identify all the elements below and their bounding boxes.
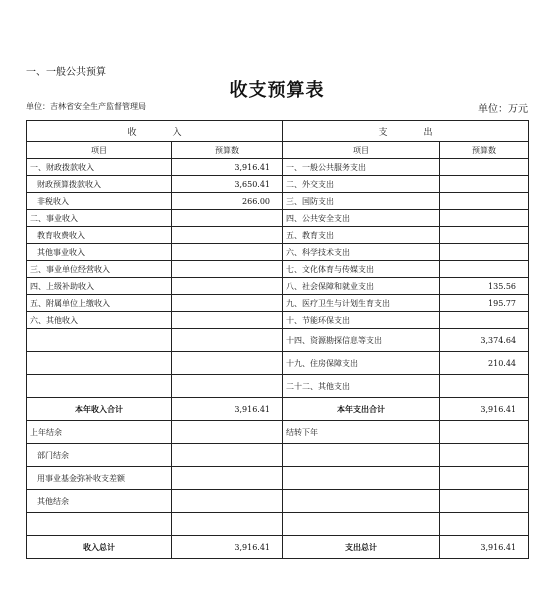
income-item: 财政预算拨款收入: [27, 176, 172, 193]
expense-item: 十九、住房保障支出: [283, 352, 440, 375]
table-row: [27, 329, 529, 352]
table-row: [27, 159, 529, 176]
expense-amount: [440, 193, 529, 210]
income-amount: [172, 312, 283, 329]
other-balance-label: 其他结余: [27, 490, 172, 513]
table-row: [27, 295, 529, 312]
carry-in-label: 上年结余: [27, 421, 172, 444]
income-amount-col: 预算数: [172, 142, 283, 159]
income-item: 六、其他收入: [27, 312, 172, 329]
income-grand-total: 3,916.41: [172, 536, 283, 559]
expense-amount: [440, 176, 529, 193]
table-row: [27, 261, 529, 278]
expense-amount: [440, 244, 529, 261]
year-expense-total-label: 本年支出合计: [283, 398, 440, 421]
currency-unit: 单位：万元: [478, 104, 528, 115]
expense-item: 九、医疗卫生与计划生育支出: [283, 295, 440, 312]
table-row: [27, 375, 529, 398]
income-amount: 3,650.41: [172, 176, 283, 193]
year-total-row: [27, 398, 529, 421]
year-income-total: 3,916.41: [172, 398, 283, 421]
expense-item-col: 项目: [283, 142, 440, 159]
section-heading: 一、一般公共预算: [26, 67, 106, 78]
table-header-row: [27, 121, 529, 142]
expense-grand-label: 支出总计: [283, 536, 440, 559]
expense-item: 二十二、其他支出: [283, 375, 440, 398]
carry-row: [27, 421, 529, 444]
income-item: 其他事业收入: [27, 244, 172, 261]
fund-offset-label: 用事业基金弥补收支差额: [27, 467, 172, 490]
expense-amount: 210.44: [440, 352, 529, 375]
table-row: [27, 244, 529, 261]
expense-amount: [440, 312, 529, 329]
carry-in-amount: [172, 421, 283, 444]
unit-name: 单位：吉林省安全生产监督管理局: [26, 102, 146, 111]
income-item-col: 项目: [27, 142, 172, 159]
expense-amount: [440, 210, 529, 227]
expense-amount: 135.56: [440, 278, 529, 295]
income-item: [27, 329, 172, 352]
income-item: 二、事业收入: [27, 210, 172, 227]
expense-item: 三、国防支出: [283, 193, 440, 210]
income-amount: [172, 278, 283, 295]
income-header: 收 入: [27, 121, 283, 142]
carry-out-label: 结转下年: [283, 421, 440, 444]
table-row: [27, 193, 529, 210]
table-row: [27, 278, 529, 295]
table-row: [27, 176, 529, 193]
income-amount: [172, 210, 283, 227]
budget-table: [26, 120, 529, 559]
table-row: [27, 227, 529, 244]
income-item: [27, 375, 172, 398]
page-title: 收支预算表: [229, 80, 325, 101]
expense-amount: [440, 261, 529, 278]
income-item: [27, 352, 172, 375]
income-amount: [172, 261, 283, 278]
grand-total-row: [27, 536, 529, 559]
table-row: [27, 444, 529, 467]
expense-amount: [440, 159, 529, 176]
expense-item: 七、文化体育与传媒支出: [283, 261, 440, 278]
table-subheader-row: [27, 142, 529, 159]
year-income-total-label: 本年收入合计: [27, 398, 172, 421]
expense-item: 八、社会保障和就业支出: [283, 278, 440, 295]
expense-amount-col: 预算数: [440, 142, 529, 159]
table-row: [27, 312, 529, 329]
table-row: [27, 490, 529, 513]
income-amount: [172, 375, 283, 398]
expense-grand-total: 3,916.41: [440, 536, 529, 559]
year-expense-total: 3,916.41: [440, 398, 529, 421]
expense-item: 五、教育支出: [283, 227, 440, 244]
expense-amount: 3,374.64: [440, 329, 529, 352]
income-item: 一、财政拨款收入: [27, 159, 172, 176]
income-item: 五、附属单位上缴收入: [27, 295, 172, 312]
expense-item: 六、科学技术支出: [283, 244, 440, 261]
dept-balance-label: 部门结余: [27, 444, 172, 467]
table-row: [27, 210, 529, 227]
income-item: 教育收费收入: [27, 227, 172, 244]
table-row: [27, 467, 529, 490]
expense-item: 二、外交支出: [283, 176, 440, 193]
income-amount: 3,916.41: [172, 159, 283, 176]
income-item: 三、事业单位经营收入: [27, 261, 172, 278]
income-item: 非税收入: [27, 193, 172, 210]
table-row: [27, 513, 529, 536]
income-amount: 266.00: [172, 193, 283, 210]
income-amount: [172, 329, 283, 352]
expense-item: 十四、资源勘探信息等支出: [283, 329, 440, 352]
expense-amount: [440, 227, 529, 244]
expense-item: 四、公共安全支出: [283, 210, 440, 227]
income-grand-label: 收入总计: [27, 536, 172, 559]
income-amount: [172, 227, 283, 244]
carry-out-amount: [440, 421, 529, 444]
table-row: [27, 352, 529, 375]
income-amount: [172, 295, 283, 312]
income-item: 四、上级补助收入: [27, 278, 172, 295]
income-amount: [172, 352, 283, 375]
expense-amount: 195.77: [440, 295, 529, 312]
expense-item: 十、节能环保支出: [283, 312, 440, 329]
expense-item: 一、一般公共服务支出: [283, 159, 440, 176]
expense-header: 支 出: [283, 121, 529, 142]
expense-amount: [440, 375, 529, 398]
income-amount: [172, 244, 283, 261]
